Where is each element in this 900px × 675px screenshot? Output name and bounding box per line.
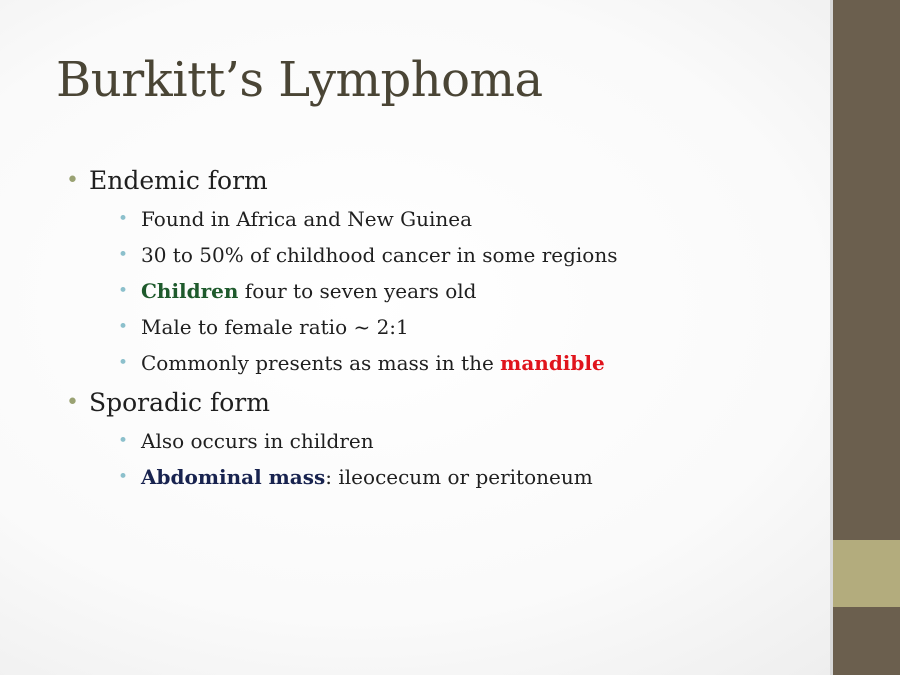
bullet-icon: •	[118, 245, 129, 265]
item-text: Male to female ratio ~ 2:1	[141, 315, 409, 339]
list-item	[89, 273, 816, 309]
item-text: : ileocecum or peritoneum	[325, 465, 593, 489]
item-text: Also occurs in children	[141, 429, 374, 453]
bullet-icon: •	[118, 281, 129, 301]
section-heading: Sporadic form	[89, 388, 270, 417]
list-item	[89, 201, 816, 237]
bullet-icon: •	[118, 209, 129, 229]
list-item	[89, 309, 816, 345]
sub-bullet-list	[89, 201, 816, 381]
list-item	[89, 459, 816, 495]
list-item	[89, 423, 816, 459]
item-text: Commonly presents as mass in the	[141, 351, 501, 375]
slide-content	[66, 163, 816, 499]
highlight-children: Children	[141, 279, 239, 303]
slide-title: Burkitt’s Lymphoma	[56, 52, 543, 108]
section-endemic-form	[66, 163, 816, 381]
bullet-icon: •	[118, 467, 129, 487]
decorative-accent-block	[833, 540, 900, 607]
item-text: 30 to 50% of childhood cancer in some regions	[141, 243, 618, 267]
section-heading: Endemic form	[89, 166, 268, 195]
bullet-icon: •	[118, 431, 129, 451]
list-item	[89, 237, 816, 273]
bullet-icon: •	[66, 168, 79, 193]
bullet-icon: •	[118, 353, 129, 373]
highlight-abdominal-mass: Abdominal mass	[141, 465, 326, 489]
list-item	[89, 345, 816, 381]
item-text: four to seven years old	[238, 279, 477, 303]
bullet-icon: •	[118, 317, 129, 337]
highlight-mandible: mandible	[500, 351, 605, 375]
section-sporadic-form	[66, 385, 816, 495]
bullet-icon: •	[66, 390, 79, 415]
bullet-list	[66, 163, 816, 495]
item-text: Found in Africa and New Guinea	[141, 207, 472, 231]
sub-bullet-list	[89, 423, 816, 495]
